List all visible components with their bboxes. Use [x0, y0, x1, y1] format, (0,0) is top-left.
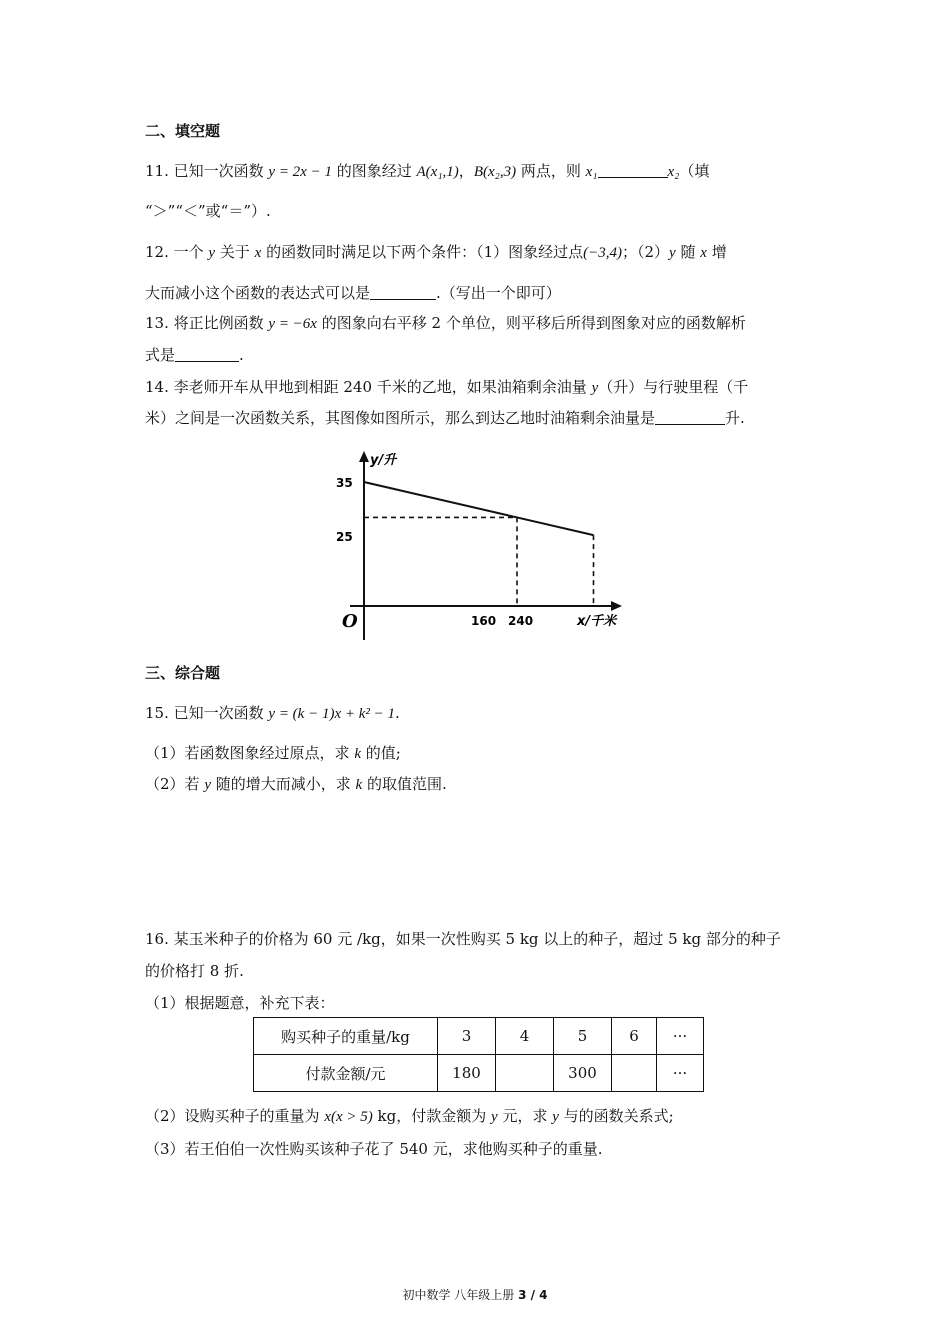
table-row-weight [254, 1018, 704, 1055]
y-tick-label-25: 25 [336, 530, 353, 544]
page-footer: 初中数学 八年级上册 3 / 4 [402, 1288, 548, 1302]
q11-answer-blank[interactable] [598, 163, 668, 178]
origin-label: O [342, 611, 358, 632]
q15-formula: y = (k − 1)x + k² − 1 [268, 706, 396, 722]
fuel-mileage-graph [330, 445, 630, 645]
question-14-line-2: 米）之间是一次函数关系，其图像如图所示，那么到达乙地时油箱剩余油量是 升. [145, 409, 745, 427]
question-11-line-1: 11. 已知一次函数 y = 2x − 1 的图象经过 A(x₁,1)，B(x₂,3) 两点，则 x₁ x₂（填 [145, 162, 710, 180]
seed-price-table [253, 1017, 704, 1092]
question-16-part-3: （3）若王伯伯一次性购买该种子花了 540 元，求他购买种子的重量. [145, 1140, 603, 1158]
q11-point-a: A(x₁,1) [416, 164, 459, 180]
question-13-line-2: 式是 . [145, 346, 244, 364]
question-15-part-1: （1）若函数图象经过原点，求 k 的值; [145, 744, 401, 762]
q13-formula: y = −6x [268, 316, 317, 332]
question-13-line-1: 13. 将正比例函数 y = −6x 的图象向右平移 2 个单位，则平移后所得到图象对应的函数解析 [145, 314, 746, 332]
question-15-line-1: 15. 已知一次函数 y = (k − 1)x + k² − 1. [145, 704, 400, 722]
page-number: 3 / 4 [518, 1288, 548, 1302]
table-cell: ··· [657, 1055, 704, 1092]
q11-point-b: B(x₂,3) [473, 164, 517, 180]
q11-number: 11. [145, 162, 169, 180]
table-cell-blank[interactable] [612, 1055, 657, 1092]
x-axis-arrow [611, 601, 622, 611]
table-cell: 4 [496, 1018, 554, 1055]
y-axis-label: y/升 [370, 453, 397, 468]
question-15-part-2: （2）若 y 随的增大而减小，求 k 的取值范围. [145, 775, 447, 793]
q12-answer-blank[interactable] [370, 285, 436, 300]
x-tick-label-160: 160 [471, 614, 497, 628]
q13-answer-blank[interactable] [175, 347, 239, 362]
table-row-payment [254, 1055, 704, 1092]
table-cell: 3 [438, 1018, 496, 1055]
x-axis-label: x/千米 [577, 614, 617, 629]
table-cell-blank[interactable] [496, 1055, 554, 1092]
q14-answer-blank[interactable] [655, 410, 725, 425]
question-16-line-1: 16. 某玉米种子的价格为 60 元 /kg，如果一次性购买 5 kg 以上的种子，超过 5 kg 部分的种子 [145, 930, 781, 948]
y-axis-arrow [359, 451, 369, 462]
table-cell: 6 [612, 1018, 657, 1055]
y-tick-label-35: 35 [336, 476, 353, 490]
question-16-part-1: （1）根据题意，补充下表： [145, 994, 335, 1012]
table-cell: 180 [438, 1055, 496, 1092]
section-heading-comprehensive: 三、综合题 [145, 664, 221, 682]
x-tick-label-240: 240 [508, 614, 534, 628]
question-12-line-2: 大而减小这个函数的表达式可以是 .（写出一个即可） [145, 284, 561, 302]
table-header-payment: 付款金额/元 [254, 1055, 438, 1092]
table-cell: 300 [554, 1055, 612, 1092]
table-cell: ··· [657, 1018, 704, 1055]
question-16-line-2: 的价格打 8 折. [145, 962, 244, 980]
question-11-line-2: “＞”“＜”或“＝”）. [145, 202, 271, 220]
section-heading-fill-blank: 二、填空题 [145, 122, 221, 140]
q12-point: (−3,4) [583, 245, 622, 261]
table-header-weight: 购买种子的重量/kg [254, 1018, 438, 1055]
question-12-line-1: 12. 一个 y 关于 x 的函数同时满足以下两个条件：（1）图象经过点(−3,4)；（2）y 随 x 增 [145, 243, 727, 261]
fuel-line [364, 482, 594, 535]
question-16-part-2: （2）设购买种子的重量为 x(x > 5) kg，付款金额为 y 元，求 y 与的函数关系式; [145, 1107, 674, 1125]
table-cell: 5 [554, 1018, 612, 1055]
question-14-line-1: 14. 李老师开车从甲地到相距 240 千米的乙地，如果油箱剩余油量 y（升）与行驶里程（千 [145, 378, 749, 396]
q11-formula: y = 2x − 1 [268, 164, 332, 180]
